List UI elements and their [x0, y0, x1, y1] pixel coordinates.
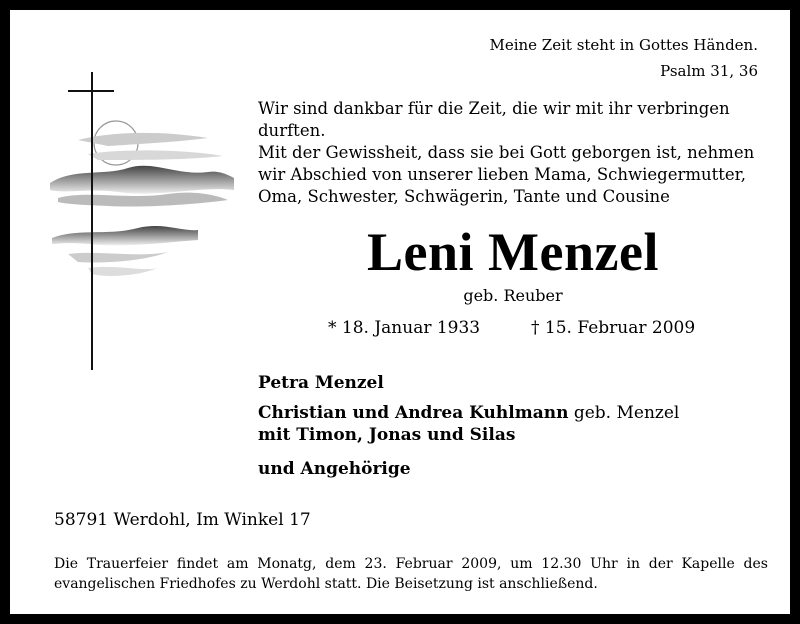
death-date: † 15. Februar 2009	[531, 318, 696, 338]
mourner-2	[258, 402, 679, 424]
mourners-list	[258, 372, 679, 480]
deceased-birth-name: geb. Reuber	[463, 286, 563, 305]
intro-line-2: Mit der Gewissheit, dass sie bei Gott geborgen ist, nehmen wir Abschied von unserer lieben Mama, Schwiegermutter, Oma, Schwester, Schwägerin, Tante und Cousine	[258, 143, 755, 206]
hills-icon	[50, 166, 234, 194]
motto-reference: Psalm 31, 36	[660, 62, 758, 80]
mourner-2-name: Christian und Andrea Kuhlmann	[258, 403, 569, 423]
mourner-3: mit Timon, Jonas und Silas	[258, 425, 516, 445]
obituary-notice	[10, 10, 790, 614]
mourner-4: und Angehörige	[258, 459, 411, 479]
intro-text	[258, 98, 758, 208]
funeral-notice: Die Trauerfeier findet am Monatg, dem 23. Februar 2009, um 12.30 Uhr in der Kapelle des evangelischen Friedhofes zu Werdohl statt. Die Beisetzung ist anschließend.	[54, 556, 768, 592]
mourner-2-birth-name: geb. Menzel	[573, 403, 680, 423]
deceased-name: Leni Menzel	[367, 222, 659, 282]
cross-icon	[91, 72, 93, 370]
motto-quote: Meine Zeit steht in Gottes Händen.	[489, 36, 758, 54]
intro-line-1: Wir sind dankbar für die Zeit, die wir mit ihr verbringen durften.	[258, 99, 730, 140]
cross-landscape-illustration	[48, 68, 238, 373]
life-dates	[328, 318, 728, 338]
mourner-1: Petra Menzel	[258, 373, 384, 393]
birth-date: * 18. Januar 1933	[328, 318, 481, 338]
motto	[489, 32, 758, 84]
address: 58791 Werdohl, Im Winkel 17	[54, 510, 311, 530]
